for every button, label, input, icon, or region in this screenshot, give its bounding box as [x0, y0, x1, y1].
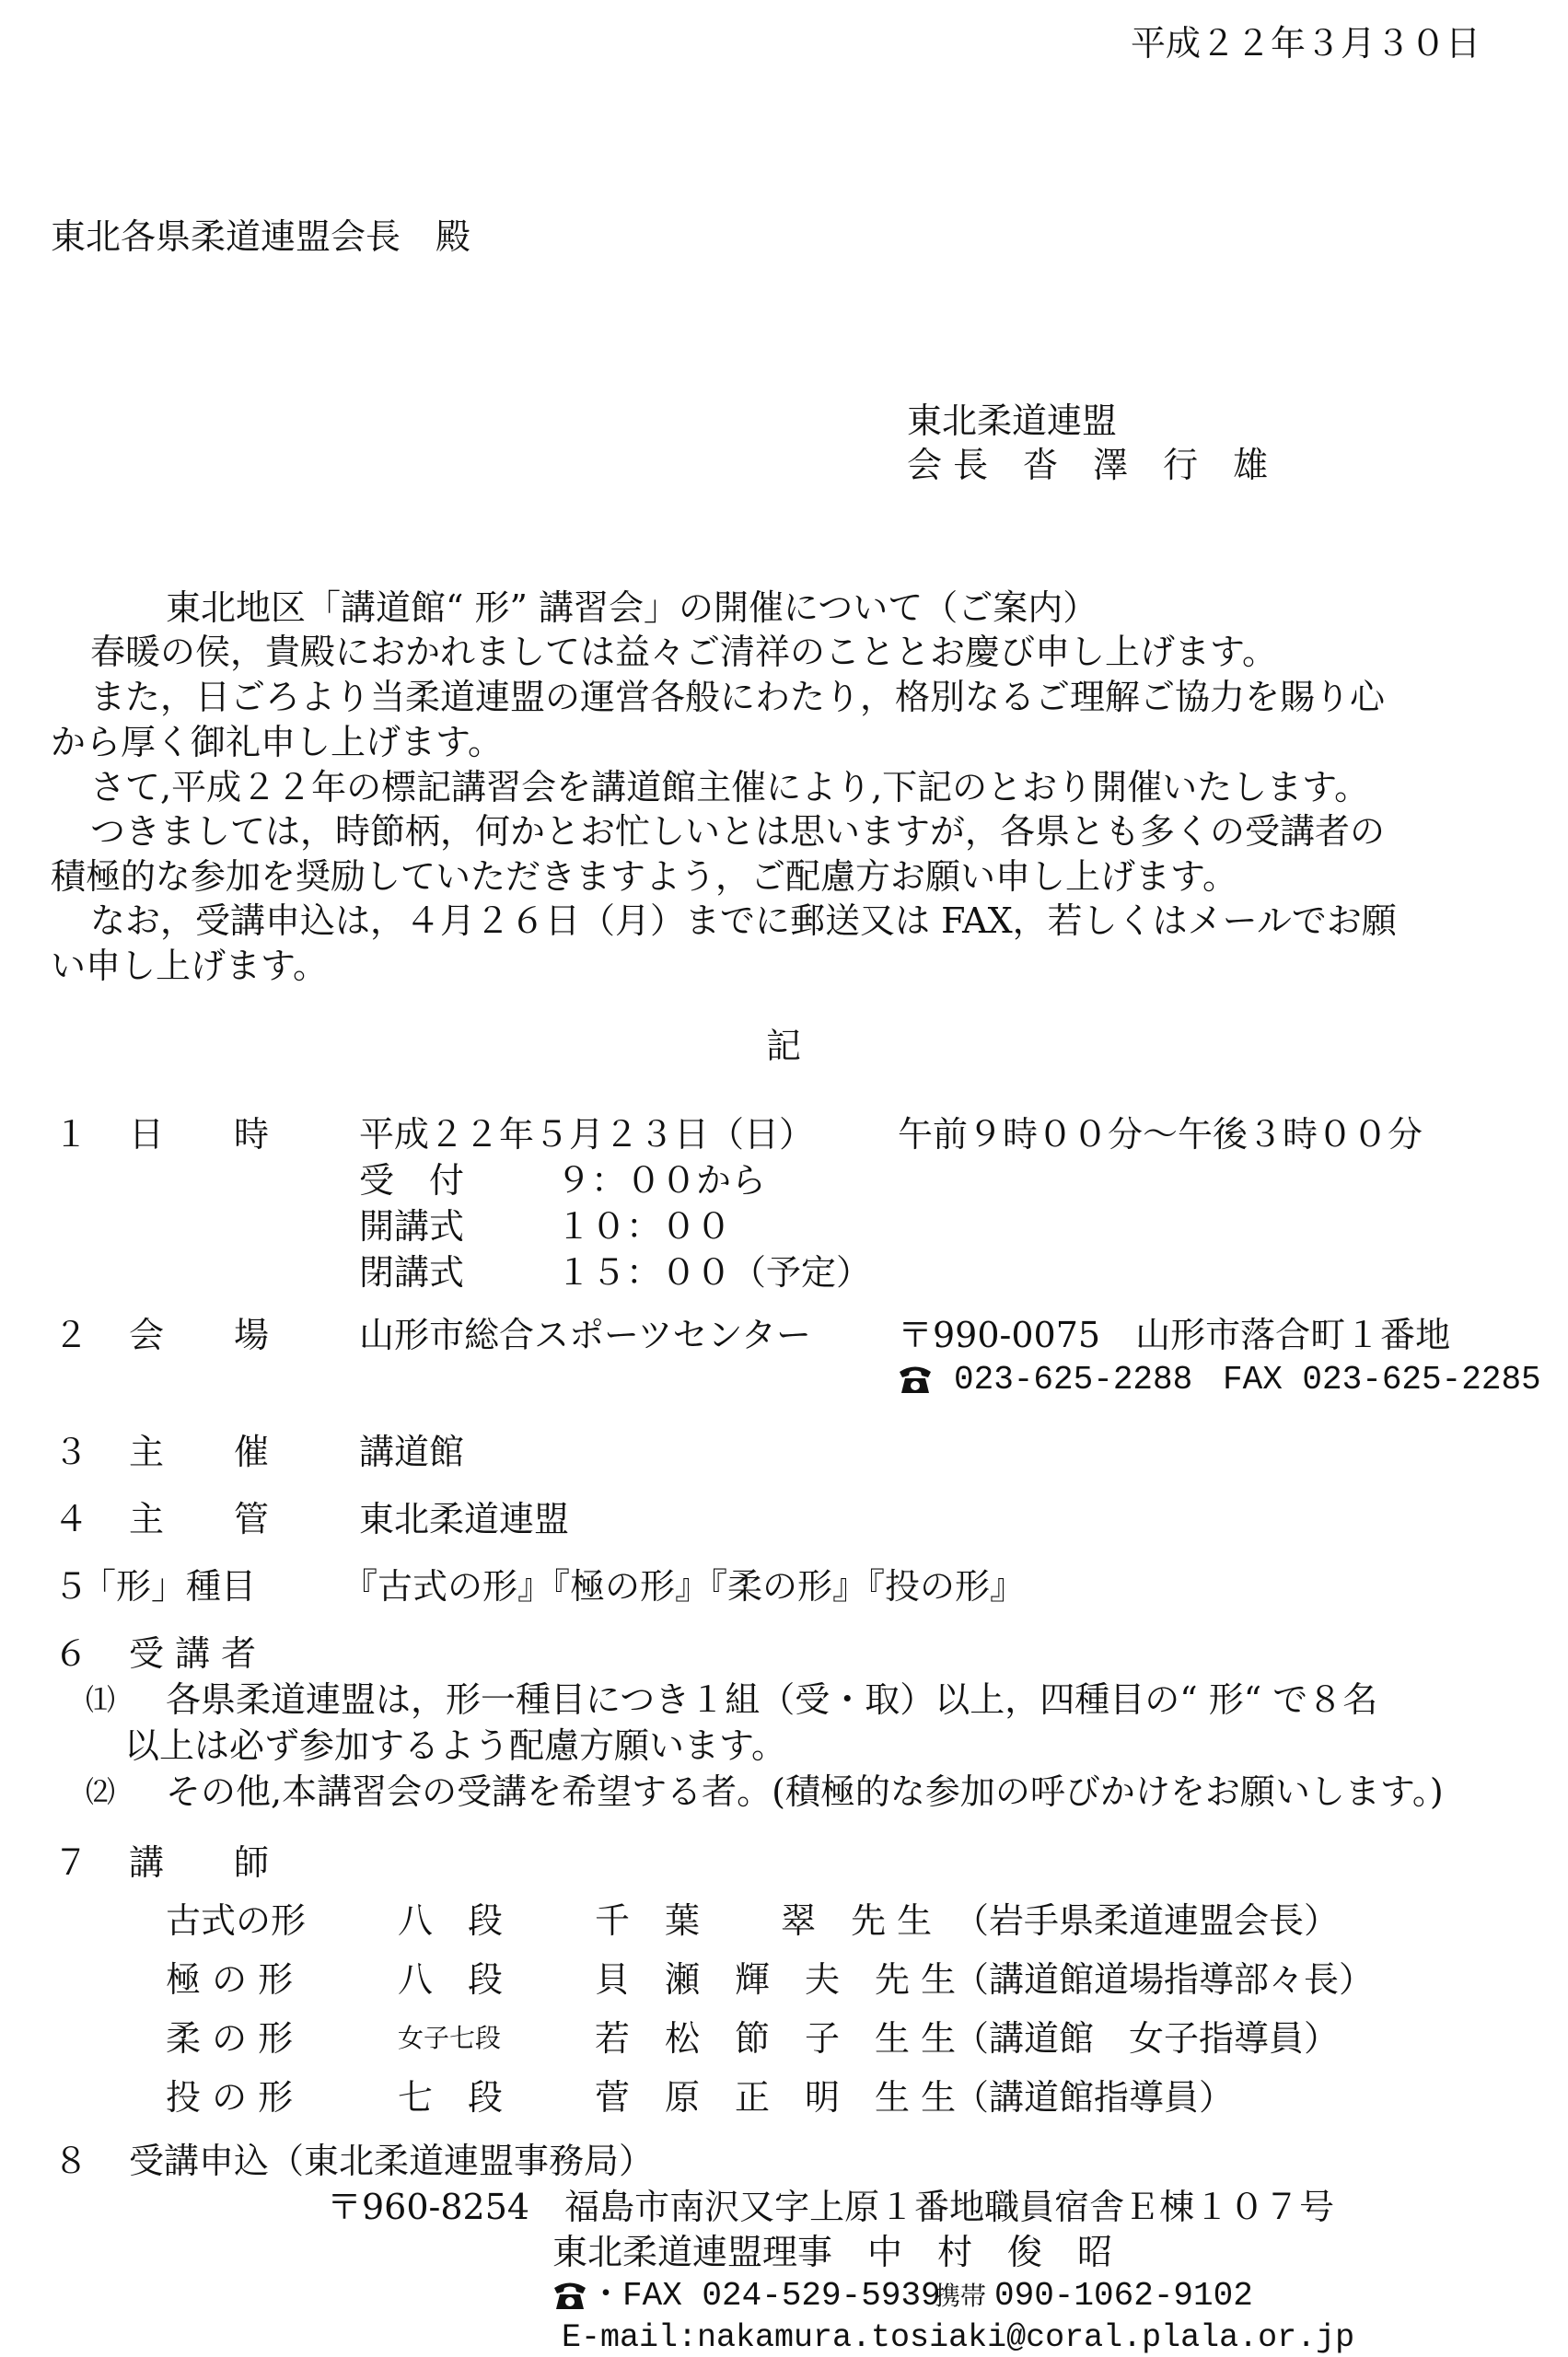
kata-list: 『古式の形』『極の形』『柔の形』『投の形』 — [343, 1566, 1026, 1607]
schedule-label: 開講式 — [359, 1206, 465, 1247]
venue-name: 山形市総合スポーツセンター — [359, 1315, 811, 1355]
venue-fax: FAX 023-625-2285 — [1223, 1361, 1541, 1399]
instructor-name: 菅 原 正 明 生 生 — [595, 2077, 957, 2118]
instructor-name: 千 葉 翠 先 生 — [595, 1900, 933, 1941]
item-label: 主 催 — [129, 1432, 270, 1472]
instructor-role: （岩手県柔道連盟会長） — [954, 1900, 1340, 1941]
schedule-label: 受 付 — [359, 1160, 465, 1201]
subject-title: 東北地区「講道館“ 形” 講習会」の開催について（ご案内） — [166, 587, 1098, 628]
office-email: E-mail:nakamura.tosiaki@coral.plala.or.jp — [562, 2319, 1355, 2356]
item-number: ２ — [53, 1315, 89, 1355]
instructor-rank: 女子七段 — [398, 2023, 502, 2053]
document-date: 平成２２年３月３０日 — [1131, 23, 1481, 64]
item-value: 東北柔道連盟 — [359, 1499, 570, 1539]
item-number: ６ — [53, 1633, 89, 1674]
instructor-kata: 柔 の 形 — [166, 2018, 294, 2059]
instructor-name: 若 松 節 子 生 生 — [595, 2018, 957, 2059]
item-label: 主 管 — [129, 1499, 270, 1539]
instructor-role: （講道館 女子指導員） — [954, 2018, 1340, 2059]
item-number: ７ — [53, 1842, 89, 1883]
body-paragraph: さて,平成２２年の標記講習会を講道館主催により,下記のとおり開催いたします。 — [90, 767, 1370, 807]
participant-requirement: 各県柔道連盟は，形一種目につき１組（受・取）以上，四種目の“ 形“ で８名 — [166, 1679, 1378, 1720]
instructor-role: （講道館道場指導部々長） — [954, 1959, 1375, 2000]
office-tel-fax: ・FAX 024-529-5939 — [589, 2277, 941, 2315]
sender-name: 会 長 沓 澤 行 雄 — [907, 445, 1269, 485]
instructor-kata: 投 の 形 — [166, 2077, 294, 2118]
office-contact: 東北柔道連盟理事 中 村 俊 昭 — [552, 2232, 1113, 2272]
instructor-name: 貝 瀬 輝 夫 先 生 — [595, 1959, 957, 2000]
venue-address: 〒990-0075 山形市落合町１番地 — [898, 1315, 1451, 1355]
item-number: ３ — [53, 1432, 89, 1472]
event-time: 午前９時００分～午後３時００分 — [898, 1114, 1423, 1155]
participant-requirement: 以上は必ず参加するよう配慮方願います。 — [124, 1725, 786, 1766]
event-date: 平成２２年５月２３日（日） — [359, 1114, 815, 1155]
office-mobile: 090-1062-9102 — [994, 2277, 1253, 2315]
item-label: 「形」種目 — [81, 1566, 257, 1607]
item-label: 日 時 — [129, 1114, 270, 1155]
item-label: 受 講 者 — [129, 1633, 257, 1674]
ki-heading: 記 — [766, 1026, 802, 1066]
body-paragraph: つきましては，時節柄，何かとお忙しいとは思いますが，各県とも多くの受講者の — [90, 811, 1386, 852]
schedule-label: 閉講式 — [359, 1252, 465, 1293]
schedule-value: ９：００から — [521, 1160, 767, 1201]
venue-phone: 023-625-2288 — [954, 1361, 1193, 1399]
schedule-value: １５：００（予定） — [556, 1252, 872, 1293]
sub-item-number: ⑴ — [86, 1682, 116, 1717]
item-number: １ — [53, 1114, 89, 1155]
item-number: ５ — [53, 1566, 89, 1607]
item-label: 受講申込（東北柔道連盟事務局） — [129, 2141, 655, 2181]
instructor-kata: 極 の 形 — [166, 1959, 294, 2000]
body-paragraph: 春暖の侯，貴殿におかれましては益々ご清祥のこととお慶び申し上げます。 — [90, 632, 1277, 672]
mobile-label: 携帯 — [935, 2281, 987, 2311]
phone-icon — [898, 1364, 933, 1400]
item-label: 講 師 — [129, 1842, 270, 1883]
schedule-value: １０：００ — [556, 1206, 732, 1247]
item-value: 講道館 — [359, 1432, 465, 1472]
addressee: 東北各県柔道連盟会長 殿 — [51, 216, 471, 257]
item-number: ８ — [53, 2141, 89, 2181]
item-number: ４ — [53, 1499, 89, 1539]
instructor-rank: 八 段 — [398, 1900, 504, 1941]
instructor-kata: 古式の形 — [166, 1900, 307, 1941]
body-paragraph: い申し上げます。 — [51, 946, 328, 986]
body-paragraph: なお，受講申込は，４月２６日（月）までに郵送又は FAX，若しくはメールでお願 — [90, 900, 1397, 941]
sub-item-number: ⑵ — [86, 1774, 116, 1809]
phone-icon — [552, 2280, 587, 2316]
instructor-role: （講道館指導員） — [954, 2077, 1235, 2118]
instructor-rank: 八 段 — [398, 1959, 504, 2000]
sender-org: 東北柔道連盟 — [907, 401, 1118, 441]
item-label: 会 場 — [129, 1315, 270, 1355]
body-paragraph: また，日ごろより当柔道連盟の運営各般にわたり，格別なるご理解ご協力を賜り心 — [90, 677, 1386, 717]
participant-requirement: その他,本講習会の受講を希望する者。(積極的な参加の呼びかけをお願いします。) — [166, 1771, 1444, 1812]
body-paragraph: 積極的な参加を奨励していただきますよう，ご配慮方お願い申し上げます。 — [51, 856, 1237, 897]
office-address: 〒960-8254 福島市南沢又字上原１番地職員宿舎Ｅ棟１０７号 — [327, 2187, 1335, 2227]
instructor-rank: 七 段 — [398, 2077, 504, 2118]
body-paragraph: から厚く御礼申し上げます。 — [51, 722, 503, 762]
